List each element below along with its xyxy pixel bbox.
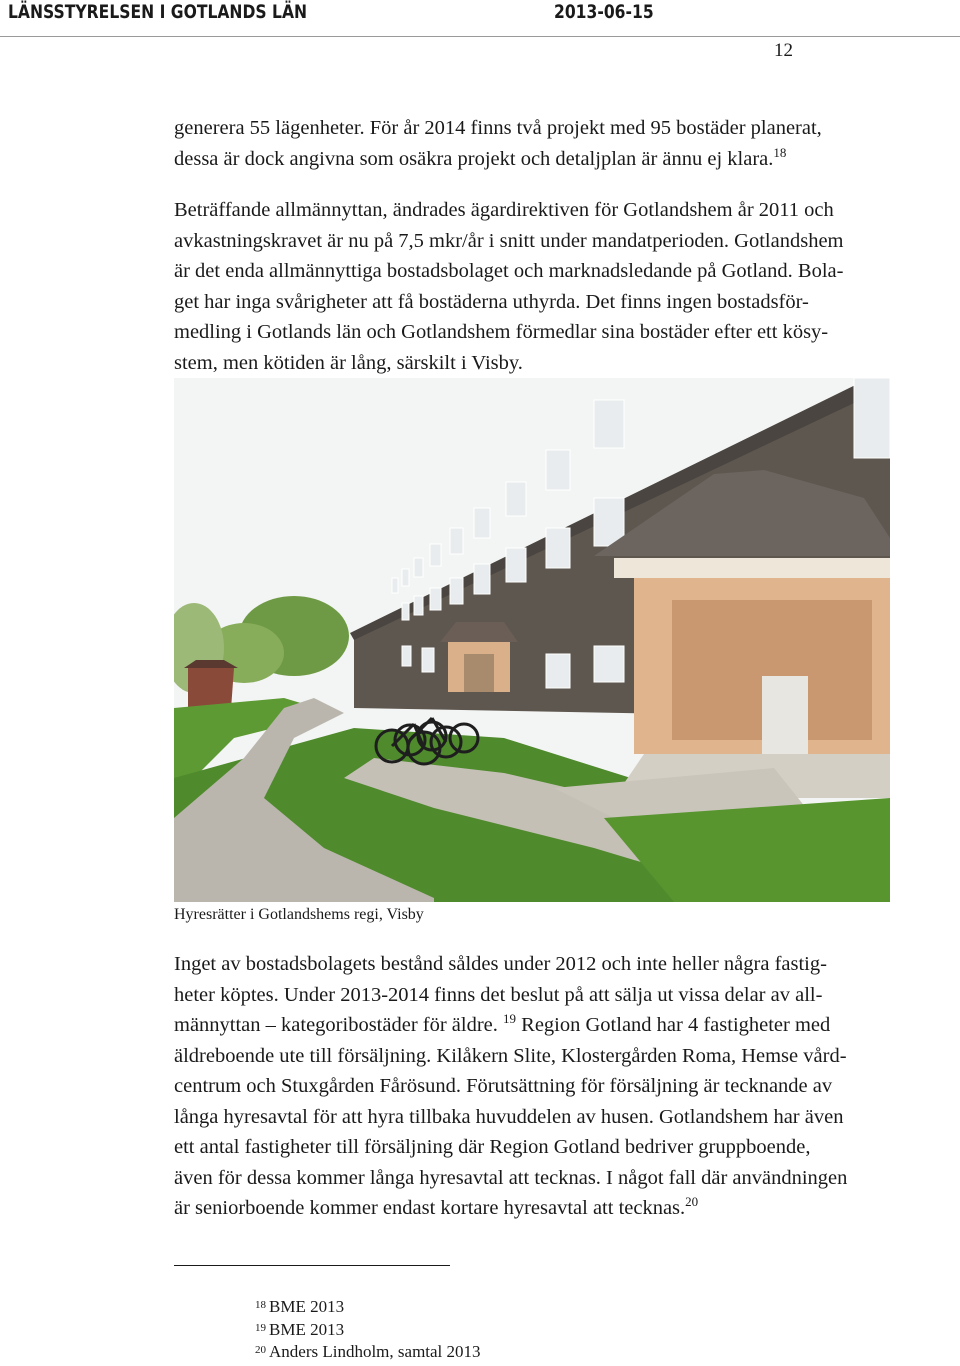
header-divider [0,36,960,37]
text-line: Inget av bostadsbolagets bestånd såldes under 2012 och inte heller några fastig- [174,953,827,975]
header-organization: LÄNSSTYRELSEN I GOTLANDS LÄN [8,1,308,23]
paragraph-sales [174,949,914,1224]
text-line: Beträffande allmännyttan, ändrades ägardirektiven för Gotlandshem år 2011 och [174,199,834,221]
footnote-item: $^{19}$ BME 2013 [255,1319,345,1339]
text-line: dessa är dock angivna som osäkra projekt och detaljplan är ännu ej klara.$^{18}$ [174,144,787,170]
text-line: även för dessa kommer långa hyresavtal att tecknas. I något fall där användningen [174,1166,848,1189]
text-line: är seniorboende kommer endast kortare hyresavtal att tecknas.$^{20}$ [174,1194,699,1219]
text-line: stem, men kötiden är lång, särskilt i Visby. [174,351,523,374]
paragraph-intro [174,113,914,174]
footnote-ref[interactable]: 18 [773,144,787,160]
paragraph-allmannyttan [174,195,914,378]
photo-apartment-buildings [174,378,890,902]
text-line: centrum och Stuxgården Fårösund. Förutsättning för försäljning är tecknande av [174,1075,833,1097]
text-line: äldreboende ute till försäljning. Kilåkern Slite, Klostergården Roma, Hemse vård- [174,1044,847,1067]
footnotes [255,1296,481,1364]
page-number: 12 [774,40,793,61]
text-line: ett antal fastigheter till försäljning där Region Gotland bedriver gruppboende, [174,1136,811,1158]
page-header [0,0,960,40]
text-line: heter köptes. Under 2013-2014 finns det beslut på att sälja ut vissa delar av all- [174,983,823,1006]
footnote-item: $^{18}$ BME 2013 [255,1297,345,1316]
text-line: avkastningskravet är nu på 7,5 mkr/år i snitt under mandatperioden. Gotlandshem [174,229,844,252]
footnote-ref[interactable]: 19 [503,1011,517,1026]
header-date: 2013-06-15 [554,1,654,23]
figure-caption: Hyresrätter i Gotlandshems regi, Visby [174,906,424,923]
footnote-divider [174,1265,450,1266]
footnote-ref[interactable]: 20 [685,1194,699,1209]
text-line: medling i Gotlands län och Gotlandshem förmedlar sina bostäder efter ett kösy- [174,321,829,343]
text-line: långa hyresavtal för att hyra tillbaka huvuddelen av husen. Gotlandshem har även [174,1105,844,1128]
text-line: generera 55 lägenheter. För år 2014 finns två projekt med 95 bostäder planerat, [174,117,822,139]
text-line: get har inga svårigheter att få bostäderna uthyrda. Det finns ingen bostadsför- [174,290,809,313]
text-line: männyttan – kategoribostäder för äldre. $^{19}$ Region Gotland har 4 fastigheter med [174,1011,831,1036]
text-line: är det enda allmännyttiga bostadsbolaget och marknadsledande på Gotland. Bola- [174,260,844,282]
footnote-item: $^{20}$ Anders Lindholm, samtal 2013 [255,1342,481,1361]
